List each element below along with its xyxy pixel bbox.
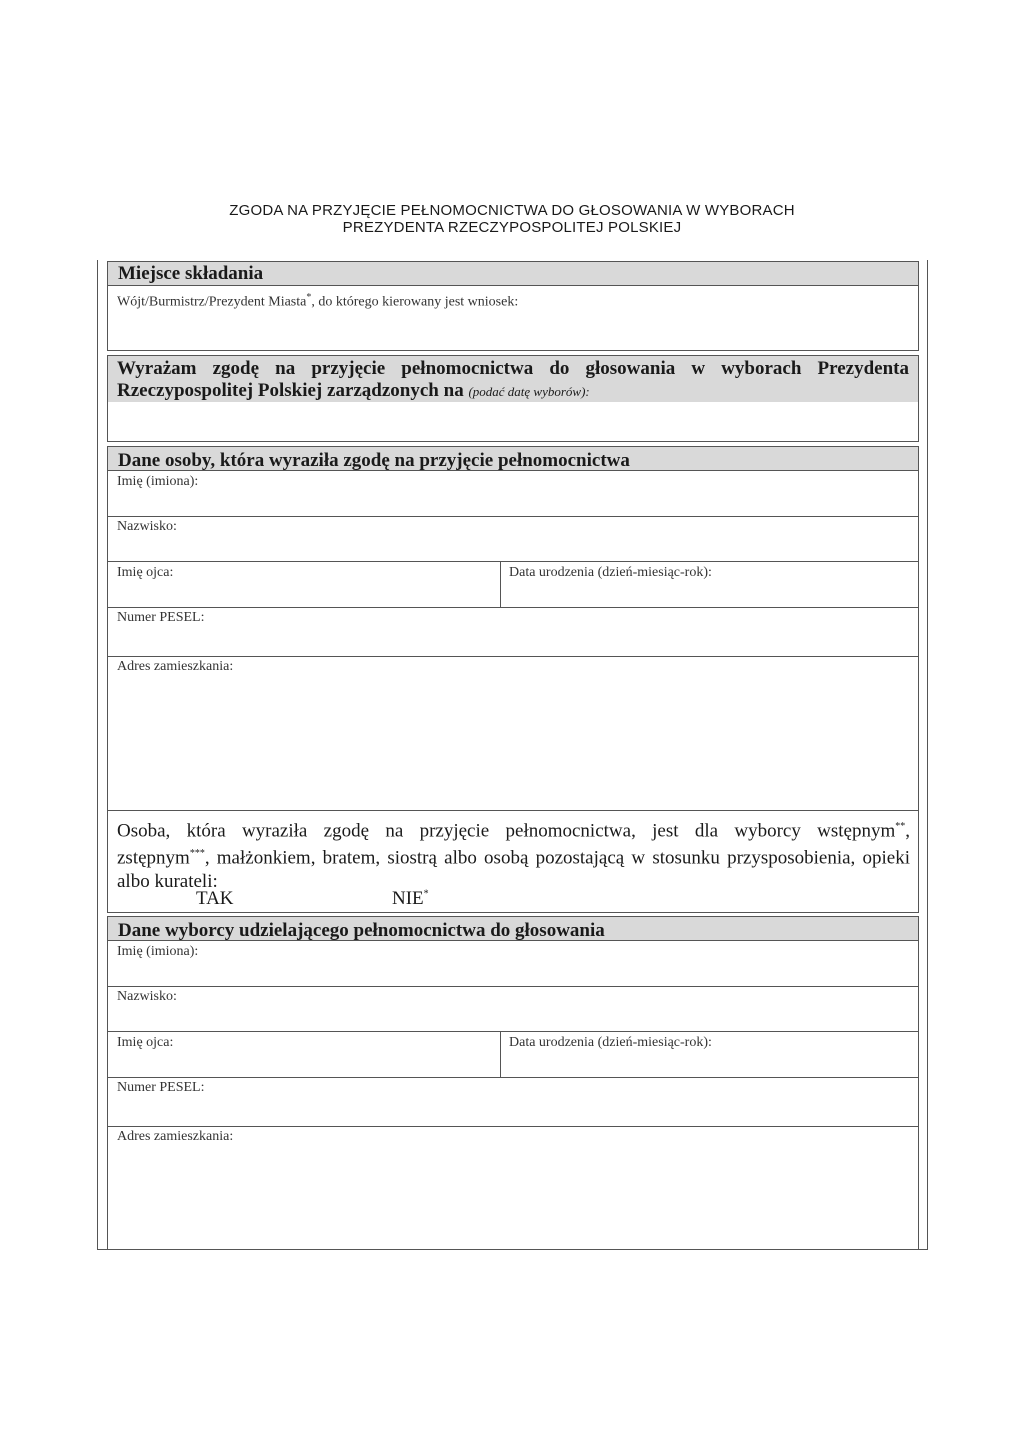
section-consent (107, 355, 919, 442)
form-title-line-2: PREZYDENTA RZECZYPOSPOLITEJ POLSKIEJ (342, 219, 682, 236)
relation-no-option[interactable]: NIE* (392, 888, 429, 909)
proxy-pesel-label: Numer PESEL: (117, 610, 205, 625)
municipality-label: Wójt/Burmistrz/Prezydent Miasta*, do którego kierowany jest wniosek: (117, 292, 519, 310)
proxy-birth-date-field[interactable] (501, 562, 918, 606)
section-submission-place-heading: Miejsce składania (108, 262, 918, 286)
proxy-surname-label: Nazwisko: (117, 519, 177, 534)
voter-pesel-field[interactable] (108, 1078, 918, 1125)
voter-pesel-label: Numer PESEL: (117, 1080, 205, 1095)
proxy-address-field[interactable] (108, 657, 918, 809)
election-date-field[interactable] (108, 402, 918, 441)
form-title-line-1: ZGODA NA PRZYJĘCIE PEŁNOMOCNICTWA DO GŁOSOWANIA W WYBORACH (229, 202, 795, 219)
proxy-first-name-label: Imię (imiona): (117, 474, 199, 489)
divider (107, 810, 919, 811)
relation-statement: Osoba, która wyraziła zgodę na przyjęcie pełnomocnictwa, jest dla wyborcy wstępnym**, zstępnym***, małżonkiem, bratem, siostrą albo osobą pozostającą w stosunku przysposobienia, opieki albo kurateli: (117, 820, 910, 892)
proxy-first-name-field[interactable] (108, 470, 918, 515)
voter-surname-field[interactable] (108, 987, 918, 1031)
section-proxy-person-heading: Dane osoby, która wyraziła zgodę na przyjęcie pełnomocnictwa (108, 447, 918, 471)
voter-first-name-label: Imię (imiona): (117, 944, 199, 959)
proxy-birth-date-label: Data urodzenia (dzień-miesiąc-rok): (509, 565, 712, 580)
proxy-father-name-label: Imię ojca: (117, 565, 174, 580)
municipality-field[interactable] (108, 310, 918, 350)
voter-birth-date-label: Data urodzenia (dzień-miesiąc-rok): (509, 1035, 712, 1050)
voter-father-name-field[interactable] (108, 1032, 500, 1076)
voter-first-name-field[interactable] (108, 940, 918, 985)
consent-statement: Wyrażam zgodę na przyjęcie pełnomocnictwa do głosowania w wyborach Prezydenta Rzeczypospolitej Polskiej zarządzonych na (podać datę wyborów): (108, 356, 918, 402)
proxy-pesel-field[interactable] (108, 608, 918, 655)
voter-address-field[interactable] (108, 1127, 918, 1248)
proxy-father-name-field[interactable] (108, 562, 500, 606)
voter-birth-date-field[interactable] (501, 1032, 918, 1076)
section-submission-place (107, 261, 919, 351)
relation-yes-option[interactable]: TAK (196, 888, 234, 909)
election-date-hint: (podać datę wyborów): (468, 384, 590, 399)
proxy-address-label: Adres zamieszkania: (117, 659, 234, 674)
voter-surname-label: Nazwisko: (117, 989, 177, 1004)
voter-address-label: Adres zamieszkania: (117, 1129, 234, 1144)
section-voter-heading: Dane wyborcy udzielającego pełnomocnictwa do głosowania (108, 917, 918, 941)
voter-father-name-label: Imię ojca: (117, 1035, 174, 1050)
proxy-surname-field[interactable] (108, 517, 918, 561)
